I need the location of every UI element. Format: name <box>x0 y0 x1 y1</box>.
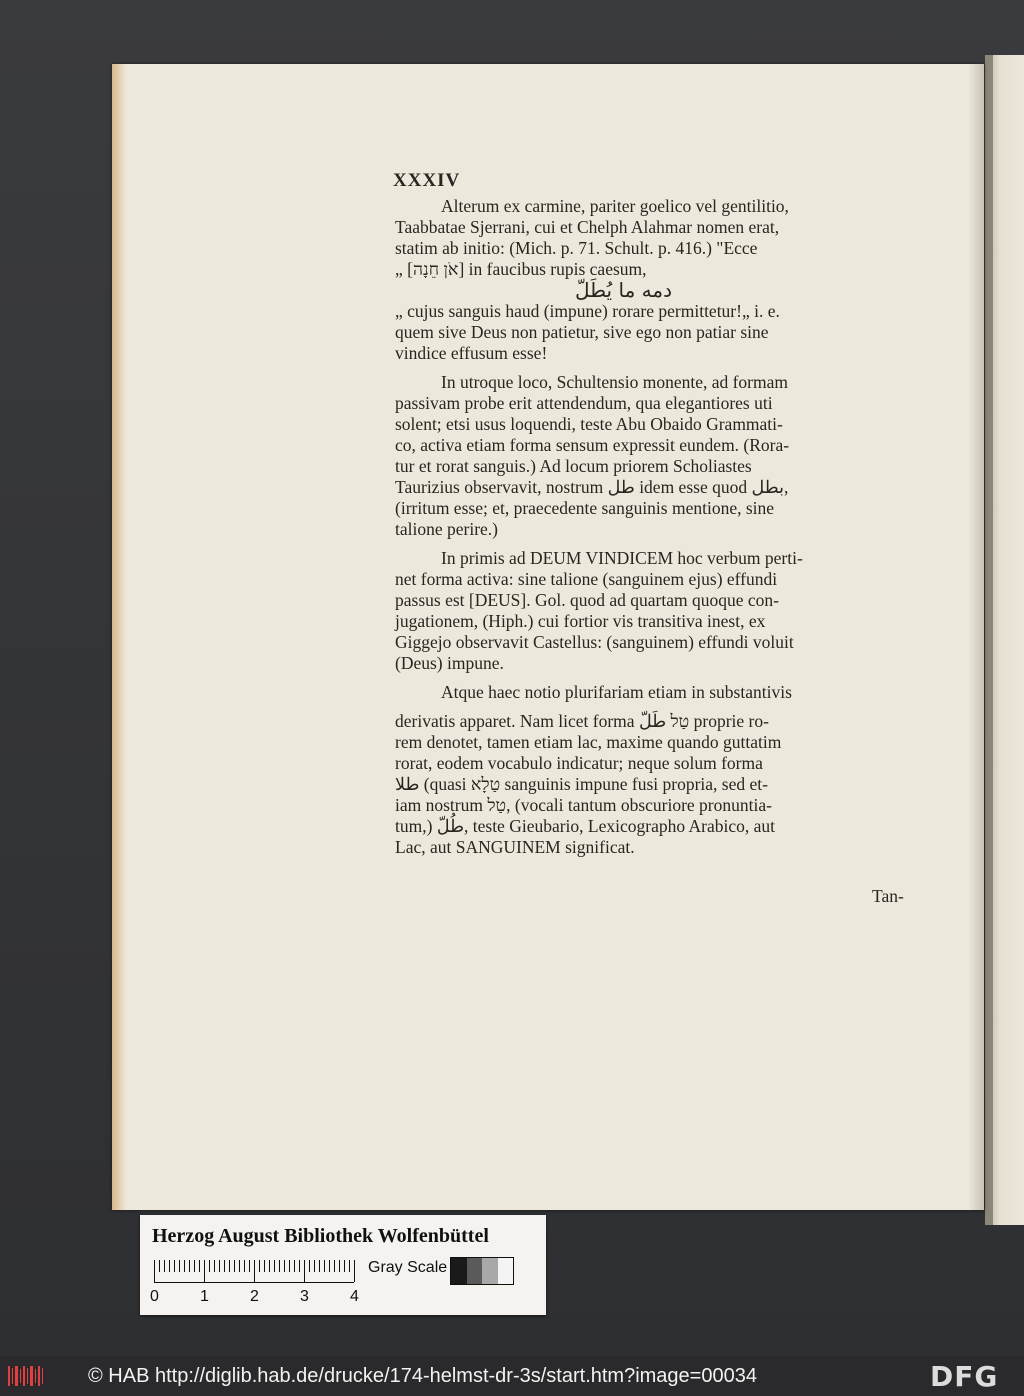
text-line: „ [אֹן חֵנָה] in faucibus rupis caesum, <box>395 259 647 279</box>
ruler-tick <box>154 1260 155 1282</box>
library-name: Herzog August Bibliothek Wolfenbüttel <box>152 1225 489 1247</box>
ruler-tick <box>219 1260 220 1272</box>
ruler-tick <box>294 1260 295 1272</box>
text-line: jugationem, (Hiph.) cui fortior vis transitiva inest, ex <box>395 611 766 631</box>
text-line: net forma activa: sine talione (sanguinem ejus) effundi <box>395 569 778 589</box>
ruler-tick <box>329 1260 330 1272</box>
gray-swatch-cell <box>467 1258 483 1284</box>
text-line: rem denotet, tamen etiam lac, maxime quando guttatim <box>395 732 782 752</box>
ruler-tick <box>279 1260 280 1272</box>
barcode-icon <box>8 1364 44 1388</box>
ruler-tick <box>204 1260 205 1282</box>
ruler-tick <box>299 1260 300 1272</box>
text-line: derivatis apparet. Nam licet forma טַל طَلّ proprie ro- <box>395 711 769 731</box>
text-line: (irritum esse; et, praecedente sanguinis mentione, sine <box>395 498 775 518</box>
scale-number: 1 <box>200 1288 209 1305</box>
text-line: (Deus) impune. <box>395 653 504 673</box>
text-line: دمه ما يُطَلّ <box>575 278 672 302</box>
ruler-tick <box>199 1260 200 1272</box>
gray-swatch-cell <box>451 1258 467 1284</box>
ruler-tick <box>339 1260 340 1272</box>
paragraph-gap <box>395 540 935 548</box>
catchword: Tan- <box>872 886 904 906</box>
text-line: Alterum ex carmine, pariter goelico vel gentilitio, <box>441 196 789 216</box>
ruler-tick <box>254 1260 255 1282</box>
text-line: Atque haec notio plurifariam etiam in substantivis <box>441 682 792 702</box>
scale-number: 3 <box>300 1288 309 1305</box>
ruler-tick <box>349 1260 350 1272</box>
ruler-tick <box>179 1260 180 1272</box>
ruler-tick <box>259 1260 260 1272</box>
page-number: XXXIV <box>393 170 461 191</box>
gray-swatch-cell <box>482 1258 498 1284</box>
text-line: talione perire.) <box>395 519 499 539</box>
footer-bar <box>0 1356 1024 1396</box>
text-line: rorat, eodem vocabulo indicatur; neque solum forma <box>395 753 763 773</box>
gray-scale-swatch <box>450 1257 514 1285</box>
paragraph-gap <box>395 674 935 682</box>
gray-scale-label: Gray Scale <box>368 1259 448 1276</box>
ruler-tick <box>354 1260 355 1282</box>
ruler-tick <box>174 1260 175 1272</box>
ruler-tick <box>269 1260 270 1272</box>
adjacent-page-edge <box>985 55 993 1225</box>
ruler-tick <box>194 1260 195 1272</box>
scale-number: 2 <box>250 1288 259 1305</box>
ruler-tick <box>239 1260 240 1272</box>
text-line: طلا (quasi טַלָא sanguinis impune fusi propria, sed et- <box>395 774 768 794</box>
ruler-tick <box>319 1260 320 1272</box>
library-label-card <box>140 1215 546 1315</box>
ruler-tick <box>229 1260 230 1272</box>
text-line: In primis ad DEUM VINDICEM hoc verbum perti- <box>441 548 803 568</box>
ruler-tick <box>214 1260 215 1272</box>
paragraph-gap <box>395 364 935 372</box>
ruler-tick <box>274 1260 275 1272</box>
text-line: passus est [DEUS]. Gol. quod ad quartam quoque con- <box>395 590 779 610</box>
ruler-tick <box>169 1260 170 1272</box>
text-line: tum,) طُلّ, teste Gieubario, Lexicographo Arabico, aut <box>395 816 776 836</box>
text-line: Lac, aut SANGUINEM significat. <box>395 837 635 857</box>
book-page <box>112 64 984 1210</box>
ruler-tick <box>344 1260 345 1272</box>
text-line: solent; etsi usus loquendi, teste Abu Obaido Grammati- <box>395 414 783 434</box>
text-line: Taurizius observavit, nostrum طل idem esse quod بطل, <box>395 477 789 497</box>
ruler-tick <box>159 1260 160 1272</box>
ruler-tick <box>324 1260 325 1272</box>
text-line: tur et rorat sanguis.) Ad locum priorem Scholiastes <box>395 456 752 476</box>
ruler-tick <box>234 1260 235 1272</box>
scale-ruler <box>154 1260 354 1282</box>
scale-numbers <box>148 1288 388 1308</box>
gray-swatch-cell <box>498 1258 514 1284</box>
ruler-tick <box>249 1260 250 1272</box>
ruler-tick <box>209 1260 210 1272</box>
page-edge-left <box>112 64 126 1210</box>
text-line: „ cujus sanguis haud (impune) rorare permittetur!„ i. e. <box>395 301 780 321</box>
ruler-tick <box>244 1260 245 1272</box>
ruler-baseline <box>154 1282 354 1283</box>
page-text <box>395 196 935 858</box>
ruler-tick <box>184 1260 185 1272</box>
ruler-tick <box>164 1260 165 1272</box>
ruler-tick <box>189 1260 190 1272</box>
text-line: statim ab initio: (Mich. p. 71. Schult. p. 416.) "Ecce <box>395 238 758 258</box>
scale-number: 4 <box>350 1288 359 1305</box>
ruler-tick <box>289 1260 290 1272</box>
page-fold <box>968 64 984 1210</box>
ruler-tick <box>264 1260 265 1272</box>
ruler-tick <box>309 1260 310 1272</box>
text-line: Taabbatae Sjerrani, cui et Chelph Alahmar nomen erat, <box>395 217 780 237</box>
text-line: vindice effusum esse! <box>395 343 548 363</box>
ruler-tick <box>284 1260 285 1272</box>
ruler-tick <box>304 1260 305 1282</box>
text-line: quem sive Deus non patietur, sive ego non patiar sine <box>395 322 769 342</box>
paragraph-gap <box>395 703 935 711</box>
ruler-tick <box>314 1260 315 1272</box>
text-line: Giggejo observavit Castellus: (sanguinem) effundi voluit <box>395 632 794 652</box>
ruler-tick <box>224 1260 225 1272</box>
text-line: co, activa etiam forma sensum expressit eundem. (Rora- <box>395 435 790 455</box>
scale-number: 0 <box>150 1288 159 1305</box>
text-line: iam nostrum טַל, (vocali tantum obscuriore pronuntia- <box>395 795 772 815</box>
text-line: passivam probe erit attendendum, qua elegantiores uti <box>395 393 773 413</box>
adjacent-page <box>985 55 1024 1225</box>
footer-source-link[interactable]: © HAB http://diglib.hab.de/drucke/174-helmst-dr-3s/start.htm?image=00034 <box>88 1365 757 1387</box>
text-line: In utroque loco, Schultensio monente, ad formam <box>441 372 789 392</box>
ruler-tick <box>334 1260 335 1272</box>
dfg-logo: DFG <box>930 1360 999 1393</box>
